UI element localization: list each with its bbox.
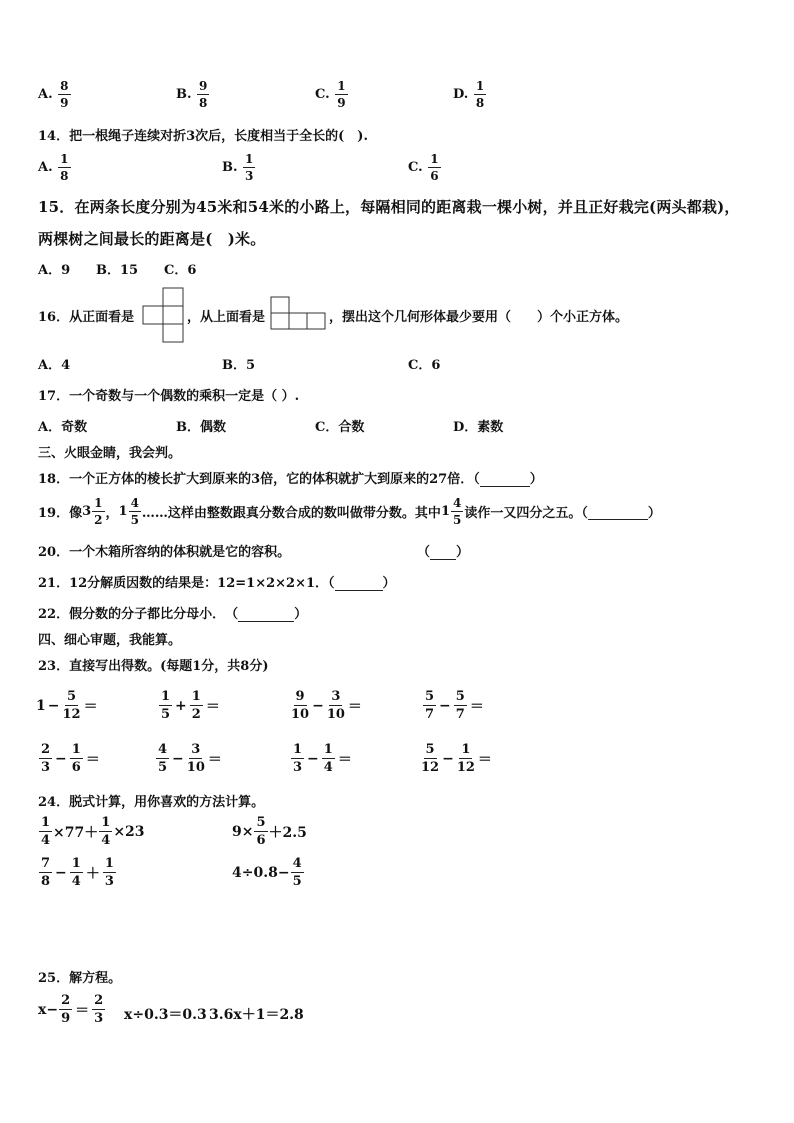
q23-expr-3[interactable]: $\frac{9}{10}$ − $\frac{3}{10}$ ＝ bbox=[291, 689, 362, 722]
fraction: $\frac{8}{9}$ bbox=[60, 79, 69, 110]
q23-title: 23．直接写出得数。(每题1分，共8分) bbox=[38, 659, 269, 674]
answer-blank[interactable] bbox=[238, 606, 294, 622]
q22-statement: 22．假分数的分子都比分母小． （ ） bbox=[38, 607, 308, 622]
q16-option-b[interactable]: B．5 bbox=[222, 358, 256, 373]
q23-expr-5[interactable]: $\frac{2}{3}$ − $\frac{1}{6}$ ＝ bbox=[41, 742, 100, 775]
q21-statement: 21．12分解质因数的结果是：12=1×2×2×1．（ ） bbox=[38, 576, 396, 591]
q25-equation-1[interactable]: x− $\frac{2}{9}$ ＝ $\frac{2}{3}$ bbox=[38, 993, 104, 1026]
q13-option-a[interactable]: A. $\frac{8}{9}$ bbox=[38, 79, 69, 110]
answer-blank[interactable] bbox=[588, 504, 648, 520]
fraction: $\frac{1}{6}$ bbox=[430, 152, 439, 183]
top-view-figure bbox=[270, 296, 328, 332]
q18-statement: 18．一个正方体的棱长扩大到原来的3倍，它的体积就扩大到原来的27倍．（ ） bbox=[38, 472, 543, 487]
fraction: $\frac{9}{8}$ bbox=[199, 79, 208, 110]
q14-option-a[interactable]: A. $\frac{1}{8}$ bbox=[38, 152, 69, 183]
q25-equation-3[interactable]: 3.6x＋1＝2.8 bbox=[209, 1007, 304, 1023]
fraction: $\frac{1}{9}$ bbox=[337, 79, 346, 110]
q16-prefix: 16．从正面看是 bbox=[38, 310, 135, 325]
q17-option-a[interactable]: A．奇数 bbox=[38, 420, 88, 435]
q24-expr-4[interactable]: 4÷0.8− $\frac{4}{5}$ bbox=[232, 856, 302, 889]
answer-blank[interactable] bbox=[480, 471, 530, 487]
fraction: $\frac{1}{3}$ bbox=[245, 152, 254, 183]
q23-expr-6[interactable]: $\frac{4}{5}$ − $\frac{3}{10}$ ＝ bbox=[158, 742, 222, 775]
q15-option-c[interactable]: C．6 bbox=[164, 263, 197, 278]
q20-answer: （ ） bbox=[417, 545, 470, 560]
q14-question: 14．把一根绳子连续对折3次后，长度相当于全长的( ). bbox=[38, 129, 368, 144]
q23-expr-1[interactable]: 1 − $\frac{5}{12}$ ＝ bbox=[36, 689, 98, 722]
q13-option-d[interactable]: D. $\frac{1}{8}$ bbox=[453, 79, 485, 110]
q24-expr-2[interactable]: 9× $\frac{5}{6}$ ＋2.5 bbox=[232, 815, 307, 848]
q23-expr-7[interactable]: $\frac{1}{3}$ − $\frac{1}{4}$ ＝ bbox=[293, 742, 352, 775]
q23-expr-4[interactable]: $\frac{5}{7}$ − $\frac{5}{7}$ ＝ bbox=[425, 689, 484, 722]
q13-option-b[interactable]: B. $\frac{9}{8}$ bbox=[176, 79, 208, 110]
q15-question-line1: 15．在两条长度分别为45米和54米的小路上，每隔相同的距离栽一棵小树，并且正好栽完(两头都栽)， bbox=[38, 198, 740, 216]
q24-expr-1[interactable]: $\frac{1}{4}$ ×77＋ $\frac{1}{4}$ ×23 bbox=[41, 815, 145, 848]
mixed-number: 1 $\frac{4}{5}$ bbox=[118, 496, 139, 527]
q16-middle: ，从上面看是 bbox=[187, 310, 266, 325]
q19-statement: 19．像 3 $\frac{1}{2}$ ， 1 $\frac{4}{5}$ ……这样由整数跟真分数合成的数叫做带分数。其中 1 $\frac{4}{5}$ 读作一又四分之五。（ ） bbox=[38, 496, 661, 527]
answer-blank[interactable] bbox=[430, 544, 456, 560]
q15-option-a[interactable]: A．9 bbox=[38, 263, 71, 278]
q16-option-a[interactable]: A．4 bbox=[38, 358, 71, 373]
q23-expr-2[interactable]: $\frac{1}{5}$ + $\frac{1}{2}$ ＝ bbox=[161, 689, 220, 722]
q15-question-line2: 两棵树之间最长的距离是( )米。 bbox=[38, 230, 266, 248]
q25-equation-2[interactable]: x÷0.3＝0.3 bbox=[124, 1007, 207, 1023]
q16-suffix: ，摆出这个几何形体最少要用（ ）个小正方体。 bbox=[329, 310, 629, 325]
q17-question: 17．一个奇数与一个偶数的乘积一定是（ ）. bbox=[38, 389, 300, 404]
q23-expr-8[interactable]: $\frac{5}{12}$ − $\frac{1}{12}$ ＝ bbox=[421, 742, 492, 775]
mixed-number: 3 $\frac{1}{2}$ bbox=[82, 496, 103, 527]
section-4-heading: 四、细心审题，我能算。 bbox=[38, 633, 182, 648]
section-3-heading: 三、火眼金睛，我会判。 bbox=[38, 446, 182, 461]
front-view-figure bbox=[142, 287, 186, 343]
q25-title: 25．解方程。 bbox=[38, 971, 122, 986]
q24-expr-3[interactable]: $\frac{7}{8}$ − $\frac{1}{4}$ ＋ $\frac{1}{3}$ bbox=[41, 856, 114, 889]
q17-option-d[interactable]: D．素数 bbox=[453, 420, 504, 435]
q24-title: 24．脱式计算，用你喜欢的方法计算。 bbox=[38, 795, 265, 810]
fraction: $\frac{1}{8}$ bbox=[60, 152, 69, 183]
q15-option-b[interactable]: B．15 bbox=[96, 263, 139, 278]
q17-option-b[interactable]: B．偶数 bbox=[176, 420, 226, 435]
mixed-number: 1 $\frac{4}{5}$ bbox=[440, 496, 462, 527]
answer-blank[interactable] bbox=[335, 575, 383, 591]
q14-option-c[interactable]: C. $\frac{1}{6}$ bbox=[408, 152, 439, 183]
q17-option-c[interactable]: C．合数 bbox=[315, 420, 365, 435]
q20-statement: 20．一个木箱所容纳的体积就是它的容积。 bbox=[38, 545, 291, 560]
q16-option-c[interactable]: C．6 bbox=[408, 358, 441, 373]
q13-option-c[interactable]: C. $\frac{1}{9}$ bbox=[315, 79, 346, 110]
q14-option-b[interactable]: B. $\frac{1}{3}$ bbox=[222, 152, 254, 183]
fraction: $\frac{1}{8}$ bbox=[475, 79, 485, 110]
